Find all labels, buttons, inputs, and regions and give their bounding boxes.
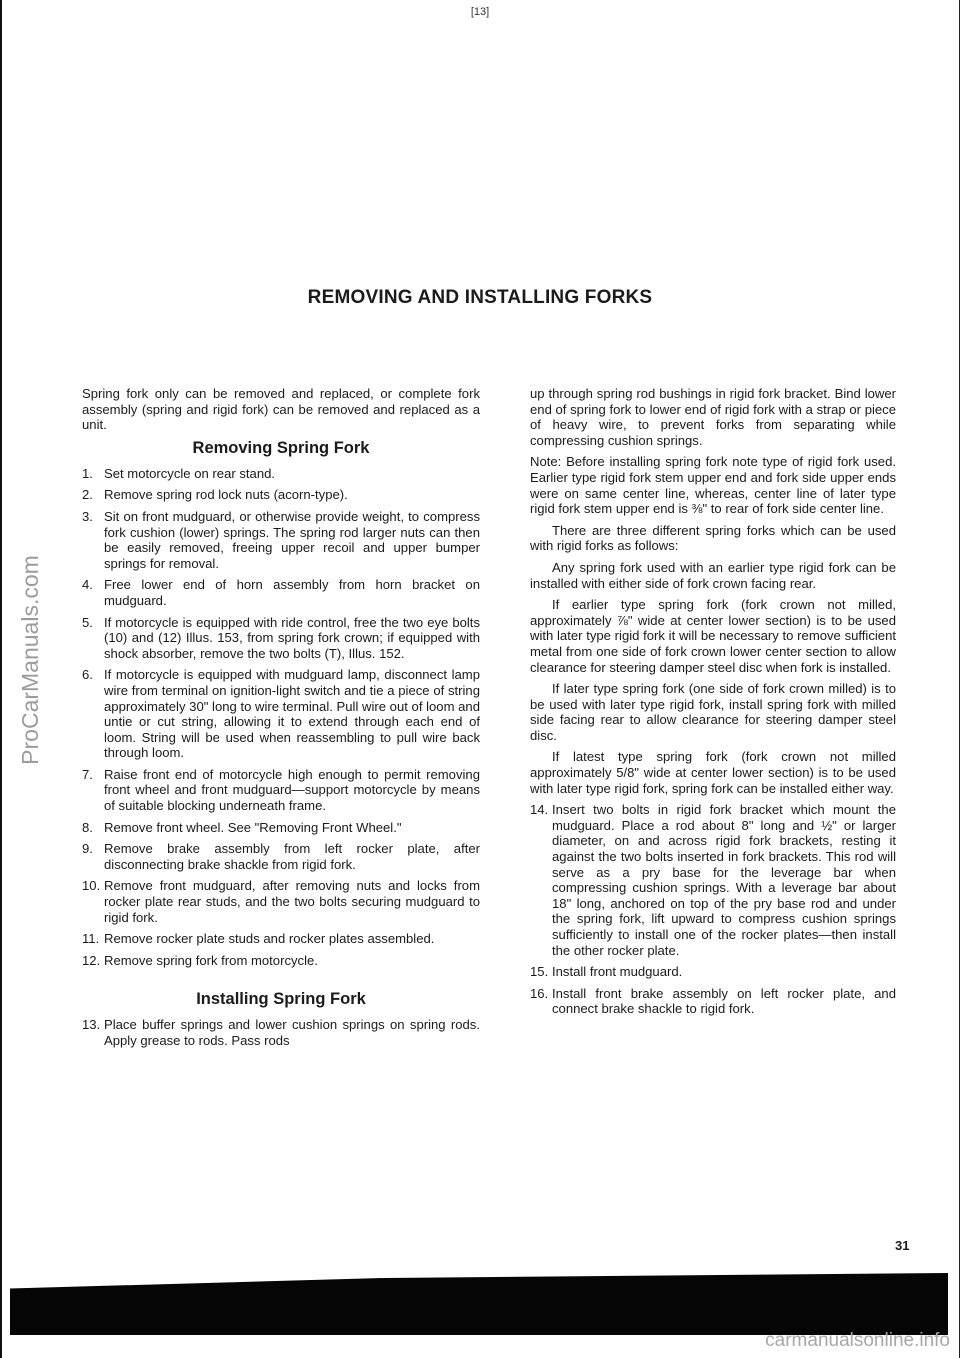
step-number: 2. bbox=[82, 487, 93, 503]
right-column bbox=[530, 386, 896, 1023]
removing-heading: Removing Spring Fork bbox=[192, 438, 370, 457]
step-text: Free lower end of horn assembly from horn bracket on mudguard. bbox=[104, 577, 480, 608]
step-13-continuation: up through spring rod bushings in rigid fork bracket. Bind lower end of spring fork to lower end of rigid fork with a strap or piece of heavy wire, to prevent forks from separating while compressing cushion springs. bbox=[530, 386, 896, 448]
step-text: Raise front end of motorcycle high enough to permit removing front wheel and front mudguard—support motorcycle by means of suitable blocking underneath frame. bbox=[104, 766, 480, 814]
step-number: 11. bbox=[82, 931, 100, 947]
step-number: 12. bbox=[82, 952, 101, 968]
earlier-spring-paragraph: If earlier type spring fork (fork crown not milled, approximately ⅞" wide at center lower section) is to be used with later type rigid fork it will be necessary to remove sufficient metal from one side of fork crown lower center section to allow clearance for steering damper steel disc when fork is installed. bbox=[530, 597, 896, 675]
step-number: 5. bbox=[82, 614, 93, 630]
earlier-rigid-paragraph: Any spring fork used with an earlier type rigid fork can be installed with either side of fork crown facing rear. bbox=[530, 559, 896, 591]
step-text: Remove rocker plate studs and rocker plates assembled. bbox=[104, 931, 435, 947]
page-reference: [13] bbox=[470, 6, 490, 18]
step-text: If motorcycle is equipped with mudguard lamp, disconnect lamp wire from terminal on ignition-light switch and tie a piece of string approximately 30" long to wire terminal. Pull wire out of loom and untie or cut string, allowing it to extend through each end of loom. String will be used when reassembling to pull wire back through loom. bbox=[104, 667, 480, 761]
step-item bbox=[82, 820, 480, 836]
step-text: If motorcycle is equipped with ride control, free the two eye bolts (10) and (12) Illus. 153, from spring fork crown; if equipped with shock absorber, remove the two bolts (T), Illus. 152. bbox=[104, 614, 480, 661]
step-text: Remove spring fork from motorcycle. bbox=[104, 952, 318, 968]
step-item bbox=[82, 841, 480, 872]
step-text: Remove spring rod lock nuts (acorn-type). bbox=[104, 487, 348, 503]
step-number: 9. bbox=[82, 841, 93, 857]
step-item bbox=[530, 964, 896, 980]
step-item bbox=[82, 667, 480, 761]
step-number: 7. bbox=[82, 766, 93, 782]
step-text: Remove brake assembly from left rocker plate, after disconnecting brake shackle from rigid fork. bbox=[104, 841, 480, 872]
intro-paragraph: Spring fork only can be removed and replaced, or complete fork assembly (spring and rigid fork) can be removed and replaced as a unit. bbox=[82, 386, 480, 433]
step-number: 16. bbox=[530, 985, 549, 1001]
step-item bbox=[82, 577, 480, 608]
step-item bbox=[82, 1017, 480, 1048]
step-text: Sit on front mudguard, or otherwise provide weight, to compress fork cushion (lower) springs. The spring rod larger nuts can then be easily removed, freeing upper recoil and upper bumper springs for removal. bbox=[104, 508, 480, 571]
step-item bbox=[82, 878, 480, 925]
step-number: 4. bbox=[82, 577, 93, 593]
step-item bbox=[530, 986, 896, 1017]
step-text: Remove front wheel. See "Removing Front Wheel." bbox=[104, 819, 402, 835]
step-text: Install front mudguard. bbox=[552, 964, 683, 980]
three-forks-paragraph: There are three different spring forks which can be used with rigid forks as follows: bbox=[530, 522, 896, 554]
step-text: Install front brake assembly on left rocker plate, and connect brake shackle to rigid fork. bbox=[552, 985, 896, 1017]
latest-spring-paragraph: If latest type spring fork (fork crown not milled approximately 5/8" wide at center lower section) is to be used with later type rigid fork, spring fork can be installed either way. bbox=[530, 749, 896, 796]
page-number: 31 bbox=[895, 1238, 910, 1253]
page-title: REMOVING AND INSTALLING FORKS bbox=[307, 287, 653, 308]
step-text: Remove front mudguard, after removing nuts and locks from rocker plate rear studs, and the two bolts securing mudguard to rigid fork. bbox=[104, 878, 480, 925]
step-text: Place buffer springs and lower cushion springs on spring rods. Apply grease to rods. Pass rods bbox=[104, 1017, 480, 1048]
step-item bbox=[530, 802, 896, 958]
step-number: 15. bbox=[530, 964, 549, 980]
step-number: 10. bbox=[82, 878, 101, 894]
step-number: 3. bbox=[82, 508, 93, 524]
step-item bbox=[82, 487, 480, 503]
step-number: 1. bbox=[82, 465, 93, 481]
removing-steps-list bbox=[82, 466, 480, 969]
step-item bbox=[82, 953, 480, 969]
page-border-left bbox=[0, 0, 2, 1358]
installing-steps-list bbox=[82, 1017, 480, 1048]
step-number: 8. bbox=[82, 819, 93, 835]
step-item bbox=[82, 509, 480, 571]
side-watermark: ProCarManuals.com bbox=[17, 555, 43, 765]
step-item bbox=[82, 466, 480, 482]
step-text: Set motorcycle on rear stand. bbox=[104, 465, 276, 481]
step-item bbox=[82, 767, 480, 814]
step-text: Insert two bolts in rigid fork bracket which mount the mudguard. Place a rod about 8" long and ½" or larger diameter, on and across rigid fork brackets, resting it against the two bolts inserted in fork brackets. This rod will serve as a pry base for the leverage bar when compressing cushion springs. With a leverage bar about 18" long, anchored on top of the pry base rod and under the spring fork, lift upward to compress cushion springs sufficiently to install one of the rocker plates—then install the other rocker plate. bbox=[552, 802, 896, 958]
scan-shadow-bar bbox=[10, 1273, 948, 1335]
installing-heading: Installing Spring Fork bbox=[196, 990, 366, 1009]
step-number: 14. bbox=[530, 802, 549, 818]
left-column bbox=[82, 386, 480, 1055]
step-number: 6. bbox=[82, 667, 93, 683]
step-item bbox=[82, 615, 480, 662]
footer-watermark: carmanualsonline.info bbox=[765, 1330, 950, 1351]
right-steps-list bbox=[530, 802, 896, 1017]
step-number: 13. bbox=[82, 1017, 101, 1033]
step-item bbox=[82, 931, 480, 947]
later-spring-paragraph: If later type spring fork (one side of fork crown milled) is to be used with later type rigid fork, install spring fork with milled side facing rear to allow clearance for steering damper steel disc. bbox=[530, 681, 896, 743]
note-paragraph: Note: Before installing spring fork note type of rigid fork used. Earlier type rigid fork stem upper end and fork side upper ends were on same center line, whereas, center line of later type rigid fork stem upper end is ⅜" to rear of fork side center line. bbox=[530, 454, 896, 517]
